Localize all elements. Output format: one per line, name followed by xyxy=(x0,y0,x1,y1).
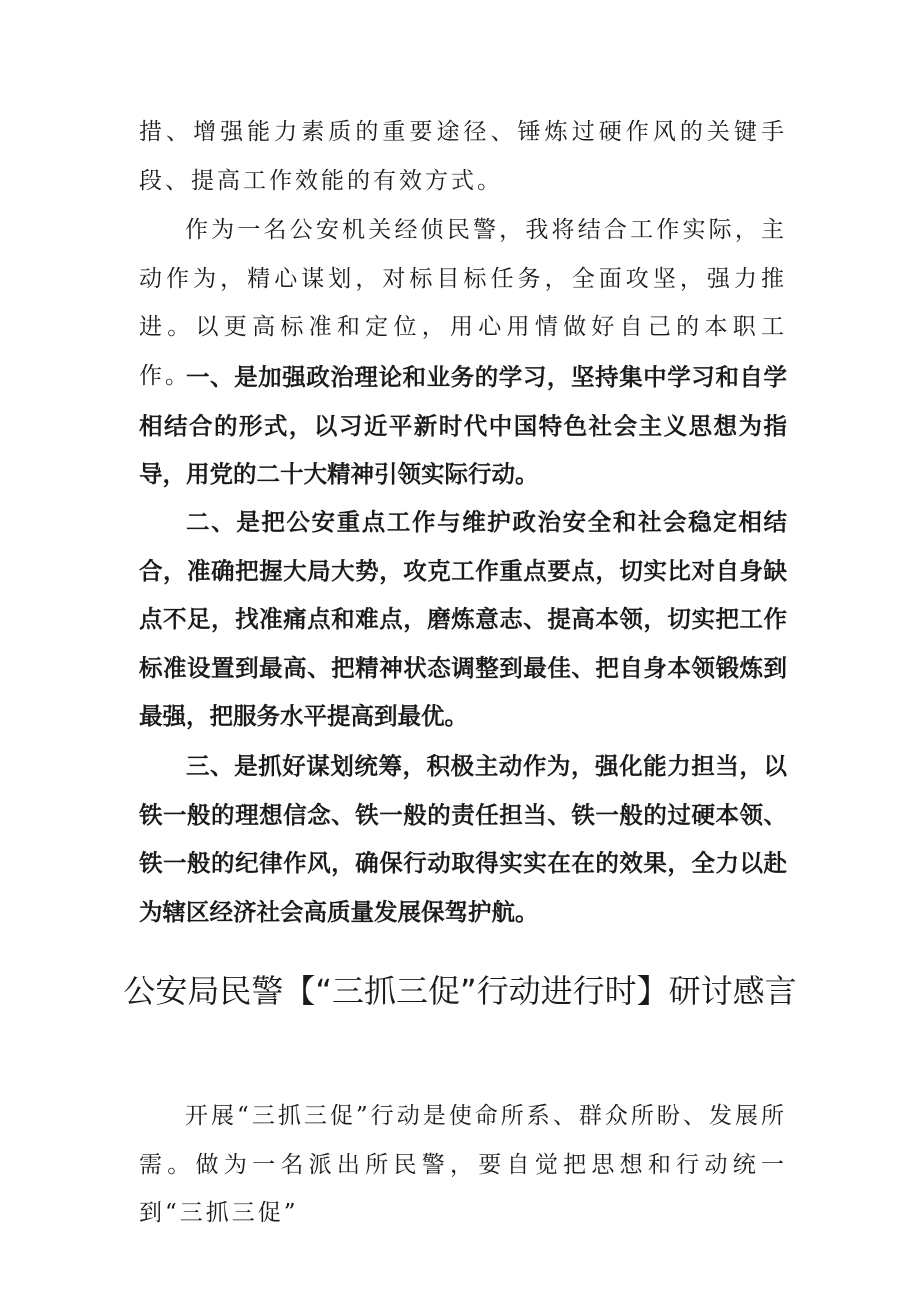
paragraph-continued: 措、增强能力素质的重要途径、锤炼过硬作风的关键手段、提高工作效能的有效方式。 xyxy=(139,119,787,194)
section-title: 公安局民警【“三抓三促”行动进行时】研讨感言 xyxy=(123,972,797,1010)
paragraph-intro: 作为一名公安机关经侦民警，我将结合工作实际，主动作为，精心谋划，对标目标任务，全面攻坚，强力推进。以更高标准和定位，用心用情做好自己的本职工作。 xyxy=(139,217,787,389)
paragraph-point-two: 二、是把公安重点工作与维护政治安全和社会稳定相结合，准确把握大局大势，攻克工作重点要点，切实比对自身缺点不足，找准痛点和难点，磨炼意志、提高本领，切实把工作标准设置到最高、把精神状态调整到最佳、把自身本领锻炼到最强，把服务水平提高到最优。 xyxy=(139,508,787,730)
paragraph-point-one: 一、是加强政治理论和业务的学习，坚持集中学习和自学相结合的形式，以习近平新时代中国特色社会主义思想为指导，用党的二十大精神引领实际行动。 xyxy=(139,363,787,488)
paragraph-section-intro: 开展“三抓三促”行动是使命所系、群众所盼、发展所需。做为一名派出所民警，要自觉把思想和行动统一到“三抓三促” xyxy=(139,1103,787,1226)
paragraph-point-three: 三、是抓好谋划统筹，积极主动作为，强化能力担当，以铁一般的理想信念、铁一般的责任担当、铁一般的过硬本领、铁一般的纪律作风，确保行动取得实实在在的效果，全力以赴为辖区经济社会高质量发展保驾护航。 xyxy=(139,752,787,926)
